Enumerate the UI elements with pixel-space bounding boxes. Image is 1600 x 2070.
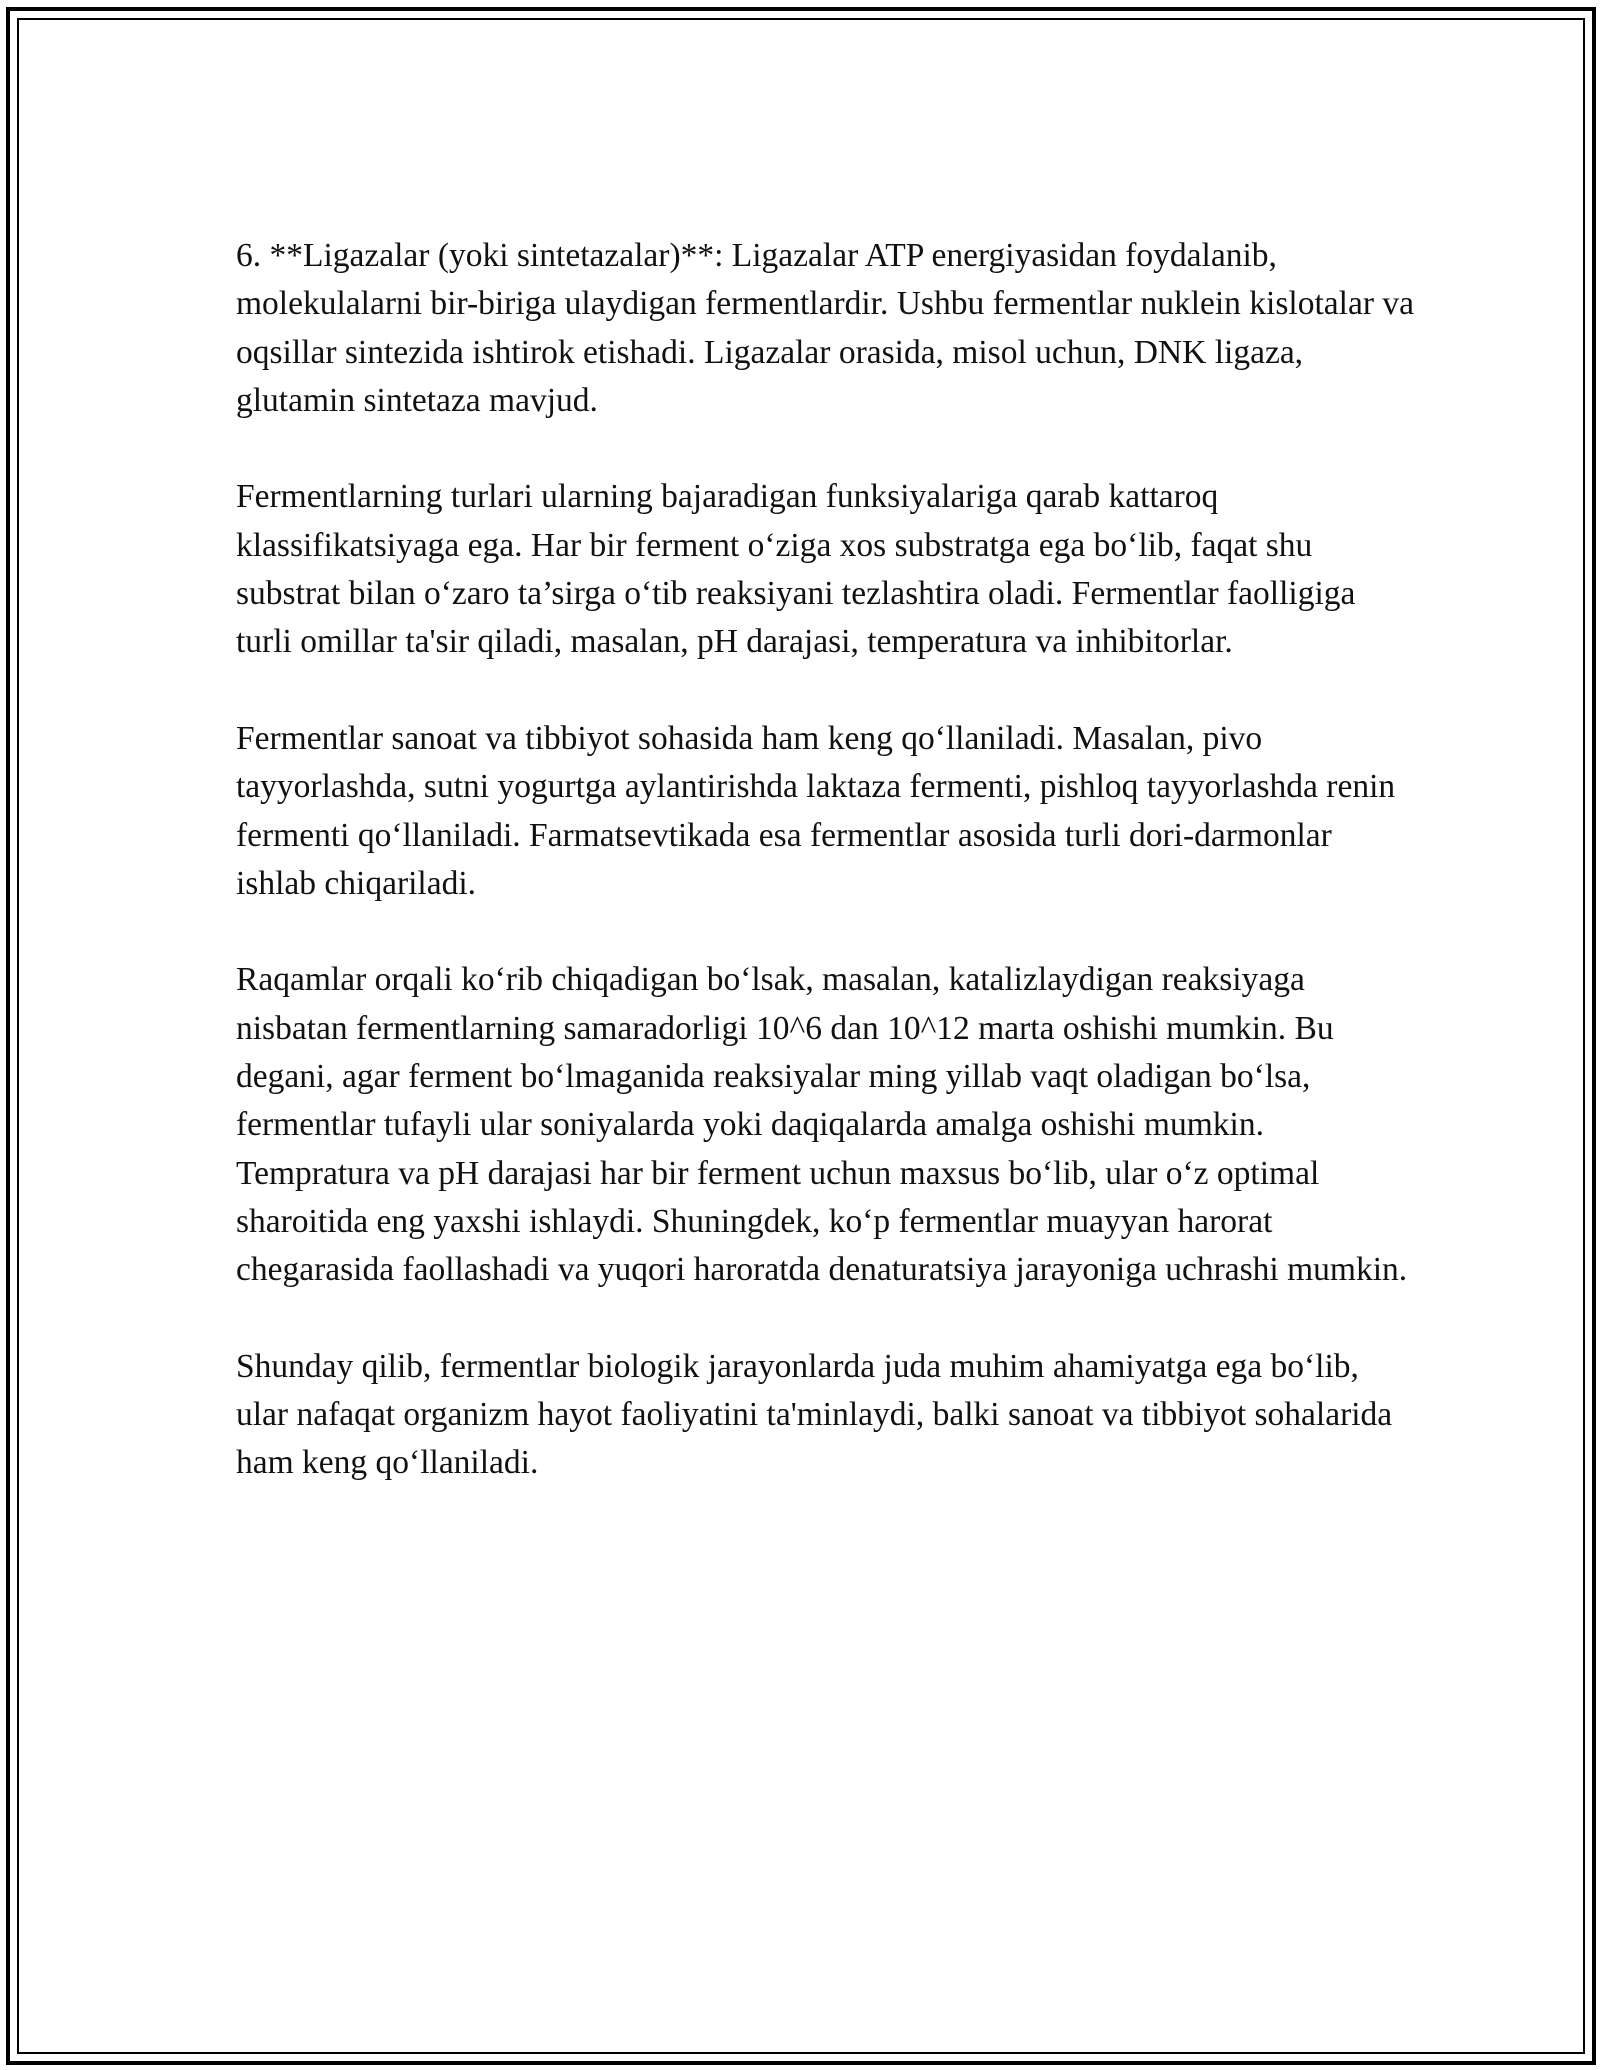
paragraph-conclusion: Shunday qilib, fermentlar biologik jarayonlarda juda muhim ahamiyatga ega bo‘lib, ular nafaqat organizm hayot faoliyatini ta'minlaydi, balki sanoat va tibbiyot sohalarida ham keng qo‘llaniladi. xyxy=(236,1347,1393,1482)
paragraph-enzyme-types: Fermentlarning turlari ularning bajaradigan funksiyalariga qarab kattaroq klassifikatsiyaga ega. Har bir ferment o‘ziga xos substratga ega bo‘lib, faqat shu substrat bilan o‘zaro ta’sirga o‘tib reaksiyani tezlashtira oladi. Fermentlar faolligiga turli omillar ta'sir qiladi, masalan, pH darajasi, temperatura va inhibitorlar. xyxy=(236,478,1356,661)
document-body xyxy=(236,232,1416,1488)
paragraph-efficiency-numbers: Raqamlar orqali ko‘rib chiqadigan bo‘lsak, masalan, katalizlaydigan reaksiyaga nisbatan fermentlarning samaradorligi 10^6 dan 10^12 marta oshishi mumkin. Bu degani, agar ferment bo‘lmaganida reaksiyalar ming yillab vaqt oladigan bo‘lsa, fermentlar tufayli ular soniyalarda yoki daqiqalarda amalga oshishi mumkin. Tempratura va pH darajasi har bir ferment uchun maxsus bo‘lib, ular o‘z optimal sharoitida eng yaxshi ishlaydi. Shuningdek, ko‘p fermentlar muayyan harorat chegarasida faollashadi va yuqori haroratda denaturatsiya jarayoniga uchrashi mumkin. xyxy=(236,961,1408,1289)
paragraph-industry-medicine: Fermentlar sanoat va tibbiyot sohasida ham keng qo‘llaniladi. Masalan, pivo tayyorlashda, sutni yogurtga aylantirishda laktaza fermenti, pishloq tayyorlashda renin fermenti qo‘llaniladi. Farmatsevtikada esa fermentlar asosida turli dori-darmonlar ishlab chiqariladi. xyxy=(236,719,1396,902)
paragraph-ligazalar: 6. **Ligazalar (yoki sintetazalar)**: Ligazalar ATP energiyasidan foydalanib, molekulalarni bir-biriga ulaydigan fermentlardir. Ushbu fermentlar nuklein kislotalar va oqsillar sintezida ishtirok etishadi. Ligazalar orasida, misol uchun, DNK ligaza, glutamin sintetaza mavjud. xyxy=(236,237,1414,419)
